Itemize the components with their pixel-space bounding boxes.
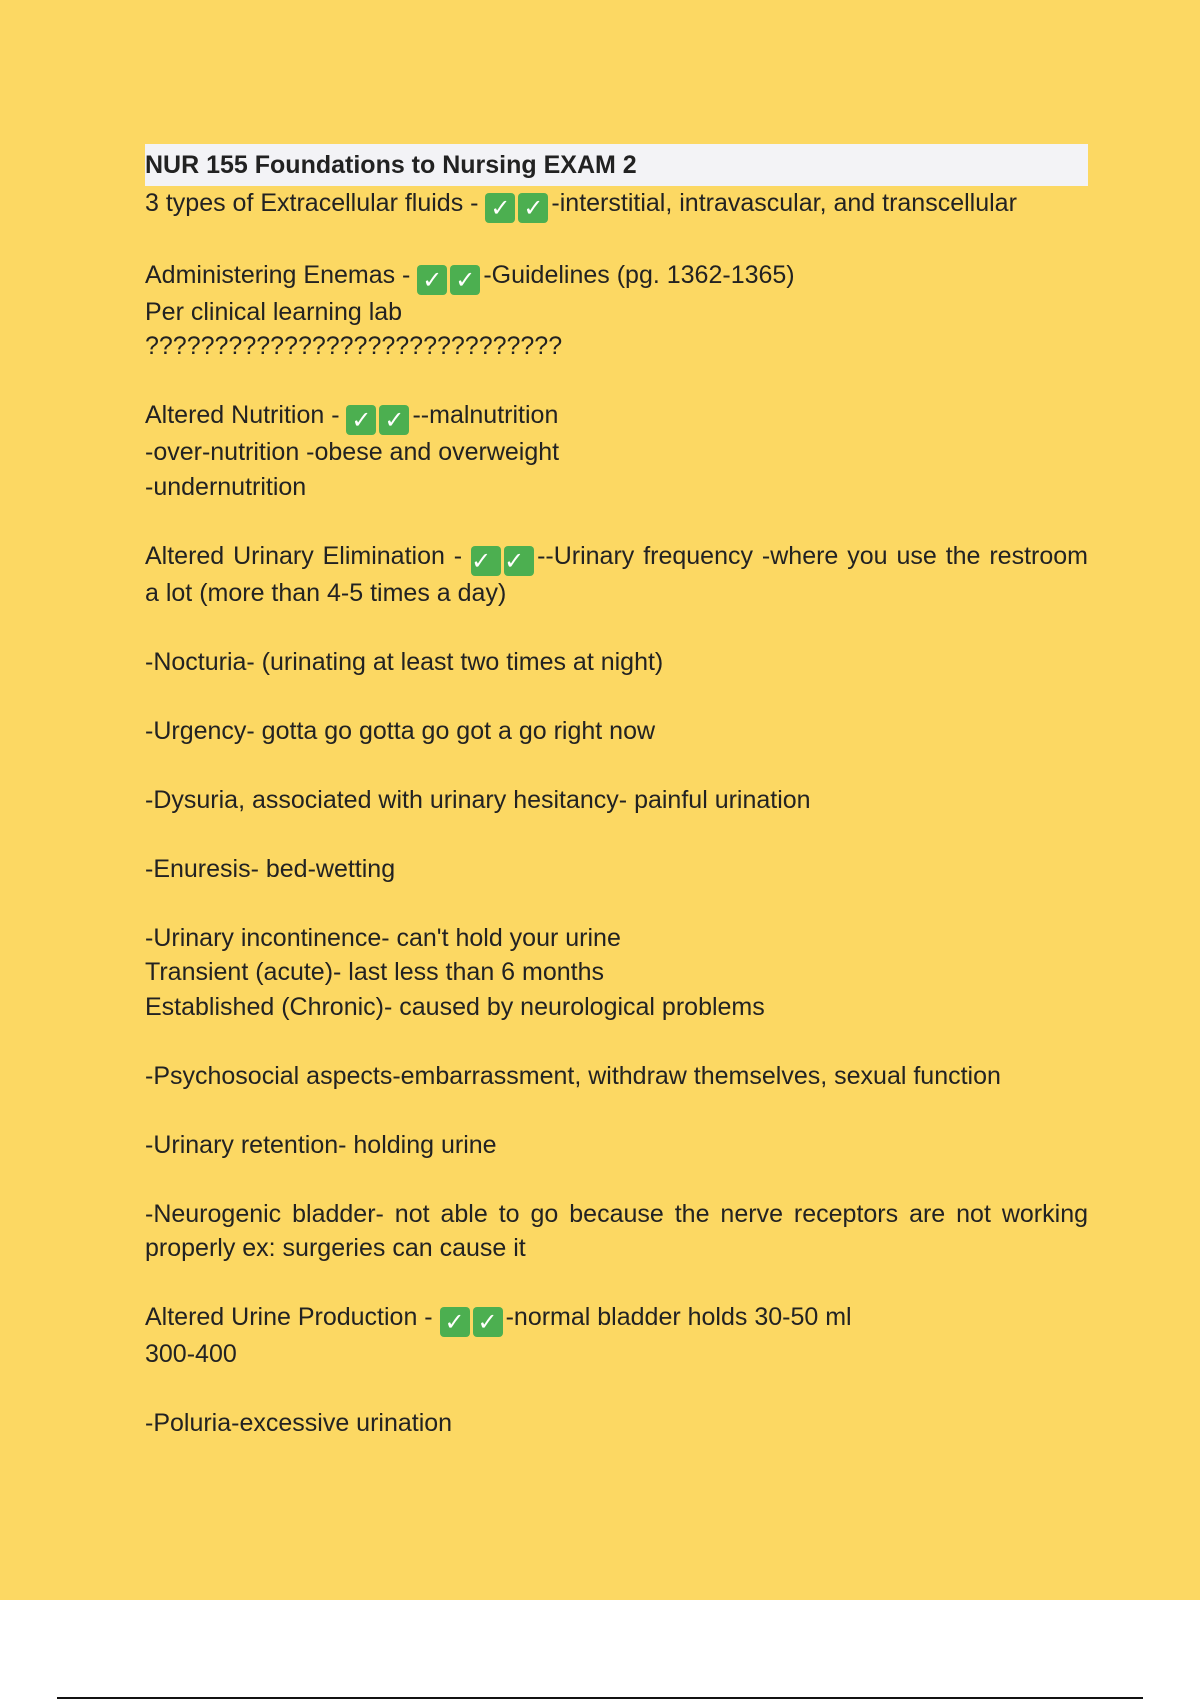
check-icon: ✓ [379, 405, 409, 435]
entry-altered-nutrition [145, 398, 1088, 504]
entry-term: Administering Enemas - [145, 260, 418, 289]
entry-line: Per clinical learning lab [145, 297, 403, 326]
bottom-divider [57, 1697, 1143, 1699]
entry-line: -undernutrition [145, 472, 307, 501]
list-item: -Psychosocial aspects-embarrassment, withdraw themselves, sexual function [145, 1061, 1001, 1090]
entry-term: Altered Urinary Elimination - [145, 541, 472, 570]
list-item: -Neurogenic bladder- not able to go because the nerve receptors are not working properly ex: surgeries can cause it [145, 1199, 1088, 1262]
document-title: NUR 155 Foundations to Nursing EXAM 2 [145, 144, 1088, 186]
list-item: Transient (acute)- last less than 6 months [145, 958, 604, 986]
entry-administering-enemas [145, 258, 1088, 364]
list-item: -Poluria-excessive urination [145, 1409, 453, 1437]
check-icon: ✓ [518, 193, 548, 223]
entry-answer: -normal bladder holds 30-50 ml [505, 1303, 852, 1331]
list-item: -Dysuria, associated with urinary hesitancy- painful urination [145, 785, 811, 814]
list-item: -Urgency- gotta go gotta go got a go right now [145, 716, 656, 745]
document-content [145, 144, 1088, 1441]
check-icon: ✓ [440, 1307, 470, 1337]
check-icon: ✓ [346, 405, 376, 435]
list-item: Established (Chronic)- caused by neurological problems [145, 992, 765, 1021]
entry-altered-urine-production [145, 1300, 1088, 1441]
entry-line: 300-400 [145, 1340, 237, 1368]
list-item: -Urinary retention- holding urine [145, 1130, 497, 1159]
entry-line: ?????????????????????????????? [145, 332, 563, 360]
entry-answer: --Urinary frequency -where you use the restroom a lot (more than 4-5 times a day) [145, 541, 1088, 607]
entry-altered-urinary-elimination [145, 539, 1088, 1266]
entry-extracellular-fluids [145, 186, 1088, 223]
check-icon: ✓ [473, 1307, 503, 1337]
check-icon: ✓ [417, 265, 447, 295]
entry-answer: -interstitial, intravascular, and transcellular [551, 189, 1017, 217]
entry-term: Altered Urine Production - [145, 1303, 440, 1331]
list-item: -Nocturia- (urinating at least two times at night) [145, 647, 664, 676]
entry-answer: --malnutrition [412, 401, 559, 429]
entry-answer: -Guidelines (pg. 1362-1365) [483, 260, 795, 289]
check-icon: ✓ [450, 265, 480, 295]
entry-line: -over-nutrition -obese and overweight [145, 438, 560, 466]
list-item: -Urinary incontinence- can't hold your urine [145, 923, 621, 952]
entry-term: 3 types of Extracellular fluids - [145, 189, 486, 217]
check-icon: ✓ [471, 546, 501, 576]
check-icon: ✓ [504, 546, 534, 576]
entry-term: Altered Nutrition - [145, 401, 347, 429]
check-icon: ✓ [485, 193, 515, 223]
list-item: -Enuresis- bed-wetting [145, 854, 396, 883]
